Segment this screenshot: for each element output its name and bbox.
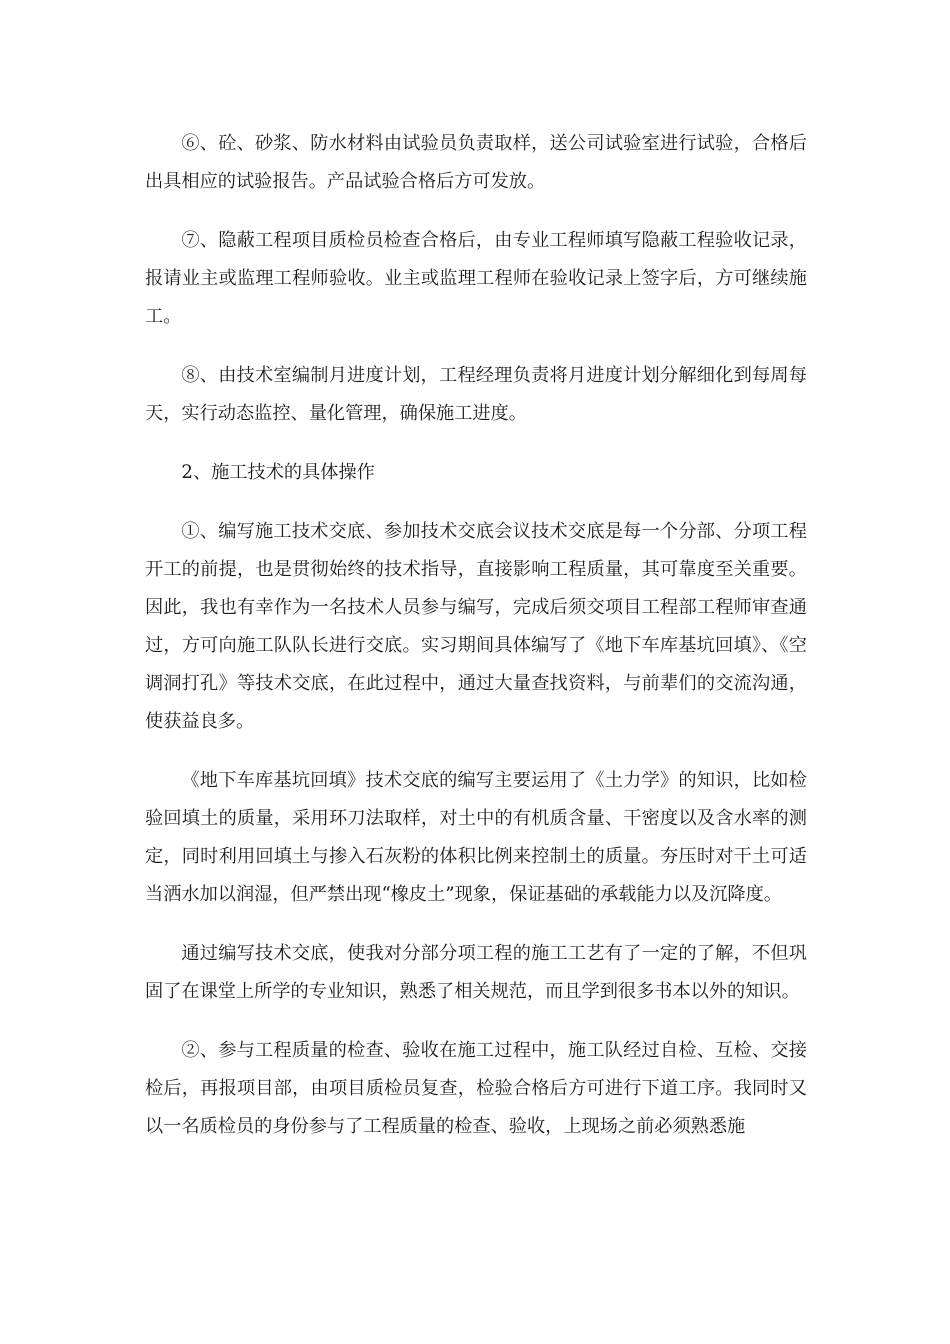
paragraph-material-testing: ⑥、砼、砂浆、防水材料由试验员负责取样，送公司试验室进行试验，合格后出具相应的试验报告。产品试验合格后方可发放。	[145, 133, 807, 192]
paragraph-briefing-summary: 通过编写技术交底，使我对分部分项工程的施工工艺有了一定的了解，不但巩固了在课堂上所学的专业知识，熟悉了相关规范，而且学到很多书本以外的知识。	[145, 943, 807, 1002]
paragraph-progress-plan: ⑧、由技术室编制月进度计划，工程经理负责将月进度计划分解细化到每周每天，实行动态监控、量化管理，确保施工进度。	[145, 365, 807, 424]
paragraph-backfill-briefing: 《地下车库基坑回填》技术交底的编写主要运用了《土力学》的知识，比如检验回填土的质量，采用环刀法取样，对土中的有机质含量、干密度以及含水率的测定，同时利用回填土与掺入石灰粉的体积比例来控制土的质量。夯压时对干土可适当洒水加以润湿，但严禁出现“橡皮土”现象，保证基础的承载能力以及沉降度。	[145, 770, 807, 905]
paragraph-quality-inspection: ②、参与工程质量的检查、验收在施工过程中，施工队经过自检、互检、交接检后，再报项目部，由项目质检员复查，检验合格后方可进行下道工序。我同时又以一名质检员的身份参与了工程质量的检查、验收，上现场之前必须熟悉施	[145, 1040, 807, 1137]
paragraph-concealed-work-inspection: ⑦、隐蔽工程项目质检员检查合格后，由专业工程师填写隐蔽工程验收记录，报请业主或监理工程师验收。业主或监理工程师在验收记录上签字后，方可继续施工。	[145, 230, 807, 327]
paragraph-technical-briefing: ①、编写施工技术交底、参加技术交底会议技术交底是每一个分部、分项工程开工的前提，也是贯彻始终的技术指导，直接影响工程质量，其可靠度至关重要。因此，我也有幸作为一名技术人员参与编写，完成后须交项目工程部工程师审查通过，方可向施工队队长进行交底。实习期间具体编写了《地下车库基坑回填》、《空调洞打孔》等技术交底，在此过程中，通过大量查找资料，与前辈们的交流沟通，使获益良多。	[145, 521, 807, 732]
section-heading-construction-technique: 2、施工技术的具体操作	[181, 462, 375, 483]
document-body	[145, 125, 807, 1167]
